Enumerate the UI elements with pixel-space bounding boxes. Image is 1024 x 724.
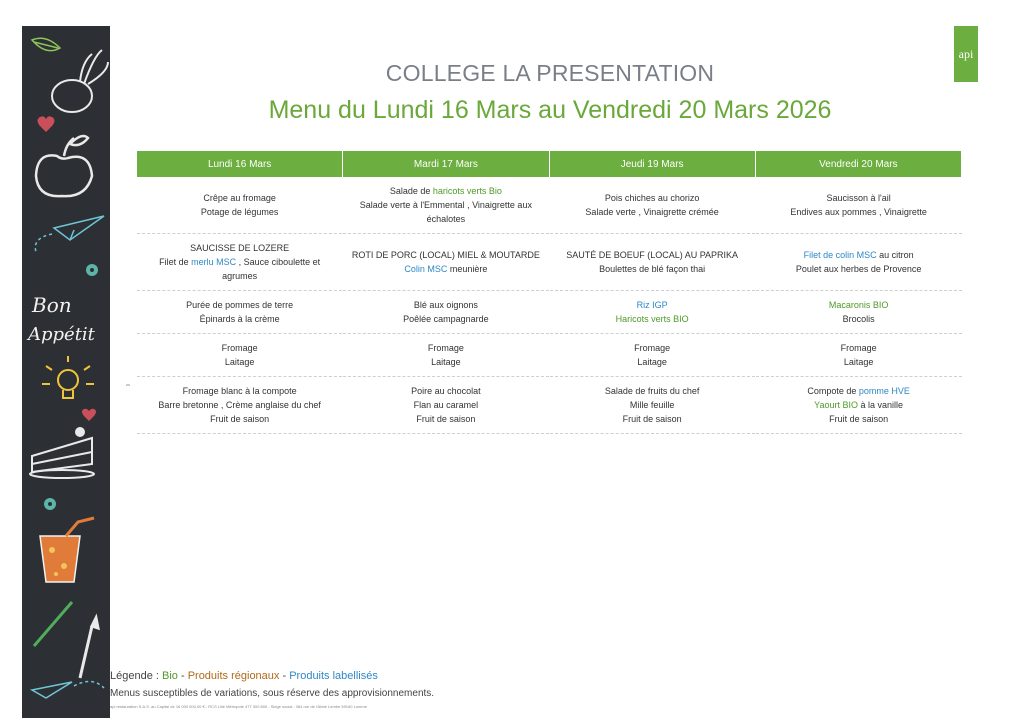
dish-line bbox=[764, 191, 954, 205]
dish-text: Colin MSC bbox=[404, 264, 448, 274]
menu-cell bbox=[755, 234, 961, 291]
menu-cell bbox=[137, 334, 343, 377]
dish-line bbox=[558, 248, 747, 262]
menu-cell bbox=[755, 334, 961, 377]
menu-row-dairy bbox=[137, 334, 962, 377]
paper-plane-icon-2 bbox=[32, 681, 104, 698]
dish-text: Laitage bbox=[224, 357, 255, 367]
dish-text: Filet de colin MSC bbox=[803, 250, 877, 260]
menu-cell bbox=[137, 234, 343, 291]
menu-cell bbox=[549, 234, 755, 291]
menu-cell bbox=[137, 177, 343, 234]
dish-line bbox=[351, 398, 540, 412]
menu-cell bbox=[549, 177, 755, 234]
dish-line bbox=[351, 355, 540, 369]
chalkboard-doodles bbox=[22, 26, 110, 718]
menu-cell bbox=[343, 377, 549, 434]
dish-text: Crêpe au fromage bbox=[203, 193, 276, 203]
dish-line bbox=[558, 412, 747, 426]
dish-line bbox=[558, 298, 747, 312]
menu-cell bbox=[137, 291, 343, 334]
dish-line bbox=[351, 198, 540, 226]
dish-text: Purée de pommes de terre bbox=[186, 300, 294, 310]
cake-icon bbox=[30, 428, 94, 478]
dish-text: Fruit de saison bbox=[210, 414, 270, 424]
leaf-icon bbox=[32, 38, 60, 50]
dish-line bbox=[145, 255, 334, 283]
dish-text: pomme HVE bbox=[858, 386, 910, 396]
menu-cell bbox=[549, 334, 755, 377]
dish-text: Riz IGP bbox=[636, 300, 668, 310]
menu-week-title: Menu du Lundi 16 Mars au Vendredi 20 Mars 2026 bbox=[268, 96, 832, 124]
dish-line bbox=[558, 205, 747, 219]
dish-text: Brocolis bbox=[842, 314, 875, 324]
dish-text: Salade de fruits du chef bbox=[604, 386, 700, 396]
dish-line bbox=[764, 262, 954, 276]
dish-text: Potage de légumes bbox=[200, 207, 279, 217]
dish-line bbox=[558, 341, 747, 355]
menu-row-main bbox=[137, 234, 962, 291]
dish-line bbox=[558, 262, 747, 276]
divider-mark bbox=[126, 384, 130, 386]
dish-text: Barre bretonne , Crème anglaise du chef bbox=[158, 400, 321, 410]
drink-icon bbox=[40, 518, 94, 582]
dish-text: Laitage bbox=[637, 357, 667, 367]
light-bulb-icon bbox=[42, 356, 94, 398]
dish-line bbox=[145, 205, 334, 219]
dish-text: merlu MSC bbox=[191, 257, 237, 267]
pencils-icon bbox=[34, 602, 98, 678]
bon-text: Bon bbox=[32, 293, 72, 317]
day-header-thursday: Jeudi 19 Mars bbox=[549, 151, 755, 177]
dish-text: SAUCISSE DE LOZERE bbox=[190, 243, 290, 253]
dish-text: Pois chiches au chorizo bbox=[604, 193, 700, 203]
dish-line bbox=[558, 312, 747, 326]
dish-text: haricots verts Bio bbox=[432, 186, 502, 196]
dish-text: Macaronis BIO bbox=[828, 300, 889, 310]
dish-text: Épinards à la crème bbox=[199, 314, 280, 324]
apple-icon bbox=[36, 136, 92, 196]
dish-line bbox=[145, 241, 334, 255]
legend-labelled: Produits labellisés bbox=[289, 670, 378, 682]
dish-text: Endives aux pommes , Vinaigrette bbox=[790, 207, 927, 217]
dish-text: Fruit de saison bbox=[622, 414, 682, 424]
dish-line bbox=[145, 341, 334, 355]
heart-icon-small bbox=[82, 409, 96, 421]
day-header-tuesday: Mardi 17 Mars bbox=[343, 151, 549, 177]
dish-text: Salade de bbox=[389, 186, 433, 196]
dish-text: Boulettes de blé façon thai bbox=[599, 264, 706, 274]
chalkboard-sidebar bbox=[22, 26, 110, 718]
menu-table bbox=[136, 151, 962, 434]
dish-text: Laitage bbox=[843, 357, 874, 367]
dish-text: Fromage blanc à la compote bbox=[182, 386, 297, 396]
dish-line bbox=[145, 398, 334, 412]
dish-line bbox=[764, 398, 954, 412]
dish-line bbox=[764, 412, 954, 426]
dish-line bbox=[145, 412, 334, 426]
school-title: COLLEGE LA PRESENTATION bbox=[385, 60, 715, 86]
dish-line bbox=[558, 384, 747, 398]
dish-text: Compote de bbox=[807, 386, 859, 396]
menu-cell bbox=[343, 334, 549, 377]
menu-row-dessert bbox=[137, 377, 962, 434]
dish-text: meunière bbox=[447, 264, 488, 274]
dish-line bbox=[145, 298, 334, 312]
dish-text: au citron bbox=[876, 250, 914, 260]
dish-line bbox=[351, 412, 540, 426]
dish-line bbox=[145, 355, 334, 369]
dish-text: Poire au chocolat bbox=[411, 386, 481, 396]
dish-text: Fromage bbox=[221, 343, 258, 353]
menu-body bbox=[137, 177, 962, 434]
legend-separator: - bbox=[279, 670, 290, 682]
dish-text: Poêlée campagnarde bbox=[403, 314, 489, 324]
dish-text: Flan au caramel bbox=[413, 400, 479, 410]
menu-cell bbox=[343, 177, 549, 234]
dish-text: à la vanille bbox=[858, 400, 904, 410]
menu-cell bbox=[755, 377, 961, 434]
dish-line bbox=[351, 384, 540, 398]
dish-text: SAUTÉ DE BOEUF (LOCAL) AU PAPRIKA bbox=[566, 250, 739, 260]
menu-cell bbox=[549, 377, 755, 434]
appetit-text: Appétit bbox=[28, 324, 95, 345]
menu-cell bbox=[343, 234, 549, 291]
dish-line bbox=[764, 384, 954, 398]
dish-line bbox=[351, 248, 540, 262]
menu-cell bbox=[343, 291, 549, 334]
dish-line bbox=[145, 191, 334, 205]
day-header-friday: Vendredi 20 Mars bbox=[755, 151, 961, 177]
legend-prefix: Légende : bbox=[110, 670, 162, 682]
menu-row-side bbox=[137, 291, 962, 334]
dish-text: Salade verte à l'Emmental , Vinaigrette aux échalotes bbox=[359, 200, 532, 224]
paper-plane-icon bbox=[35, 216, 104, 252]
dish-line bbox=[145, 312, 334, 326]
dish-line bbox=[145, 384, 334, 398]
dish-line bbox=[764, 355, 954, 369]
dish-text: , Sauce ciboulette et agrumes bbox=[222, 257, 321, 281]
dish-text: Laitage bbox=[431, 357, 461, 367]
dish-text: Fromage bbox=[634, 343, 671, 353]
dish-line bbox=[764, 248, 954, 262]
dish-text: Fruit de saison bbox=[416, 414, 476, 424]
dish-line bbox=[558, 398, 747, 412]
flower-icon bbox=[86, 264, 98, 276]
legend-regional: Produits régionaux bbox=[187, 670, 280, 682]
api-logo: api bbox=[954, 26, 978, 82]
legend-separator: - bbox=[177, 670, 188, 682]
day-header-monday: Lundi 16 Mars bbox=[137, 151, 343, 177]
dish-text: ROTI DE PORC (LOCAL) MIEL & MOUTARDE bbox=[351, 250, 540, 260]
supply-note: Menus susceptibles de variations, sous réserve des approvisionnements. bbox=[110, 688, 435, 699]
dish-line bbox=[558, 191, 747, 205]
menu-cell bbox=[755, 291, 961, 334]
dish-line bbox=[351, 262, 540, 276]
dish-line bbox=[764, 341, 954, 355]
dish-text: Blé aux oignons bbox=[413, 300, 478, 310]
dish-line bbox=[351, 341, 540, 355]
dish-text: Yaourt BIO bbox=[814, 400, 859, 410]
dish-text: Haricots verts BIO bbox=[615, 314, 689, 324]
dish-text: Fromage bbox=[840, 343, 877, 353]
legend-bio: Bio bbox=[162, 670, 178, 682]
menu-cell bbox=[549, 291, 755, 334]
dish-line bbox=[351, 298, 540, 312]
dish-line bbox=[351, 312, 540, 326]
dish-line bbox=[351, 184, 540, 198]
legend bbox=[110, 670, 378, 682]
menu-header-row bbox=[137, 151, 962, 177]
dish-text: Saucisson à l'ail bbox=[826, 193, 891, 203]
dish-text: Poulet aux herbes de Provence bbox=[795, 264, 922, 274]
dish-text: Mille feuille bbox=[629, 400, 675, 410]
dish-text: Salade verte , Vinaigrette crémée bbox=[585, 207, 719, 217]
dish-line bbox=[558, 355, 747, 369]
dish-line bbox=[764, 205, 954, 219]
dish-line bbox=[764, 312, 954, 326]
flower-icon-2 bbox=[44, 498, 56, 510]
dish-text: Fromage bbox=[427, 343, 464, 353]
menu-cell bbox=[755, 177, 961, 234]
dish-text: Filet de bbox=[159, 257, 192, 267]
dish-text: Fruit de saison bbox=[829, 414, 889, 424]
menu-cell bbox=[137, 377, 343, 434]
menu-row-starter bbox=[137, 177, 962, 234]
company-footer: api restauration S.A.S. au Capital de 16 000 000,00 € - RCS Lille Métropole 477 300 800 - Siège social : 384 rue de l'Abbé Lemire 59160 Lomme bbox=[110, 704, 367, 709]
dish-line bbox=[764, 298, 954, 312]
